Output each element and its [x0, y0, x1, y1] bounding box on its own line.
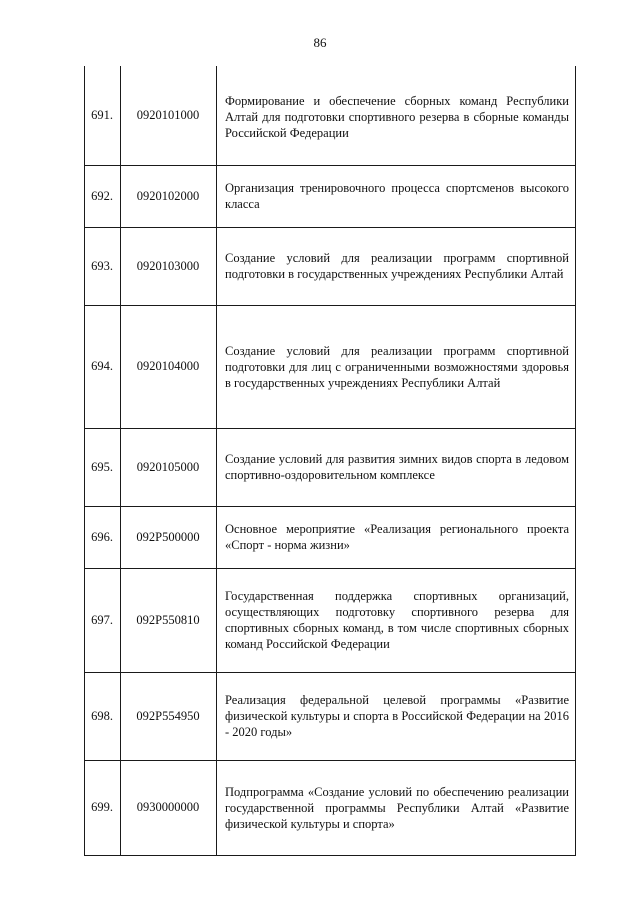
table-row	[84, 165, 576, 227]
budget-classification-table	[84, 66, 576, 856]
row-number: 696.	[91, 529, 113, 544]
classification-code: 092P554950	[136, 708, 200, 723]
table-row	[84, 66, 576, 165]
table-row	[84, 568, 576, 672]
row-description	[225, 760, 569, 855]
row-description	[225, 227, 569, 305]
row-description	[225, 568, 569, 672]
classification-code: 0930000000	[136, 800, 200, 814]
row-number: 698.	[91, 708, 113, 723]
table-row	[84, 305, 576, 428]
row-description-text: Основное мероприятие «Реализация регионального проекта «Спорт - норма жизни»	[225, 522, 569, 552]
row-description	[225, 165, 569, 227]
row-description-text: Организация тренировочного процесса спортсменов высокого класса	[225, 181, 569, 211]
classification-code: 0920103000	[136, 258, 200, 273]
row-description-text: Подпрограмма «Создание условий по обеспечению реализации государственной программы Республики Алтай «Развитие физической культуры и спорта»	[225, 784, 569, 831]
row-description-text: Создание условий для развития зимних видов спорта в ледовом спортивно-оздоровительном комплексе	[225, 452, 569, 482]
classification-code: 0920105000	[136, 459, 200, 474]
row-number: 699.	[91, 800, 113, 814]
classification-code: 092P550810	[136, 612, 200, 627]
table-row	[84, 227, 576, 305]
row-description	[225, 506, 569, 568]
table-row	[84, 506, 576, 568]
classification-code: 0920101000	[136, 108, 200, 122]
page-number: 86	[313, 35, 327, 50]
row-number: 695.	[91, 459, 113, 474]
classification-code: 0920102000	[136, 188, 200, 203]
row-number: 691.	[91, 108, 113, 122]
row-description-text: Формирование и обеспечение сборных команд Республики Алтай для подготовки спортивного резерва в сборные команды Российской Федерации	[225, 93, 569, 140]
table-bottom-border	[84, 855, 576, 856]
row-description-text: Государственная поддержка спортивных организаций, осуществляющих подготовку спортивного резерва для спортивных сборных команд, в том числе спортивных сборных команд Российской Федерации	[225, 589, 569, 651]
row-description	[225, 428, 569, 506]
row-description	[225, 66, 569, 165]
row-number: 697.	[91, 612, 113, 627]
row-number: 692.	[91, 188, 113, 203]
classification-code: 092P500000	[136, 529, 200, 544]
row-description	[225, 672, 569, 760]
row-description-text: Создание условий для реализации программ спортивной подготовки для лиц с ограниченными возможностями здоровья в государственных учреждениях Республики Алтай	[225, 343, 569, 390]
table-row	[84, 760, 576, 855]
row-number: 694.	[91, 359, 113, 373]
table-row	[84, 428, 576, 506]
classification-code: 0920104000	[136, 359, 200, 373]
table-row	[84, 672, 576, 760]
row-number: 693.	[91, 258, 113, 273]
row-description-text: Реализация федеральной целевой программы «Развитие физической культуры и спорта в Российской Федерации на 2016 - 2020 годы»	[225, 693, 569, 739]
row-description-text: Создание условий для реализации программ спортивной подготовки в государственных учреждениях Республики Алтай	[225, 251, 569, 281]
row-description	[225, 305, 569, 428]
